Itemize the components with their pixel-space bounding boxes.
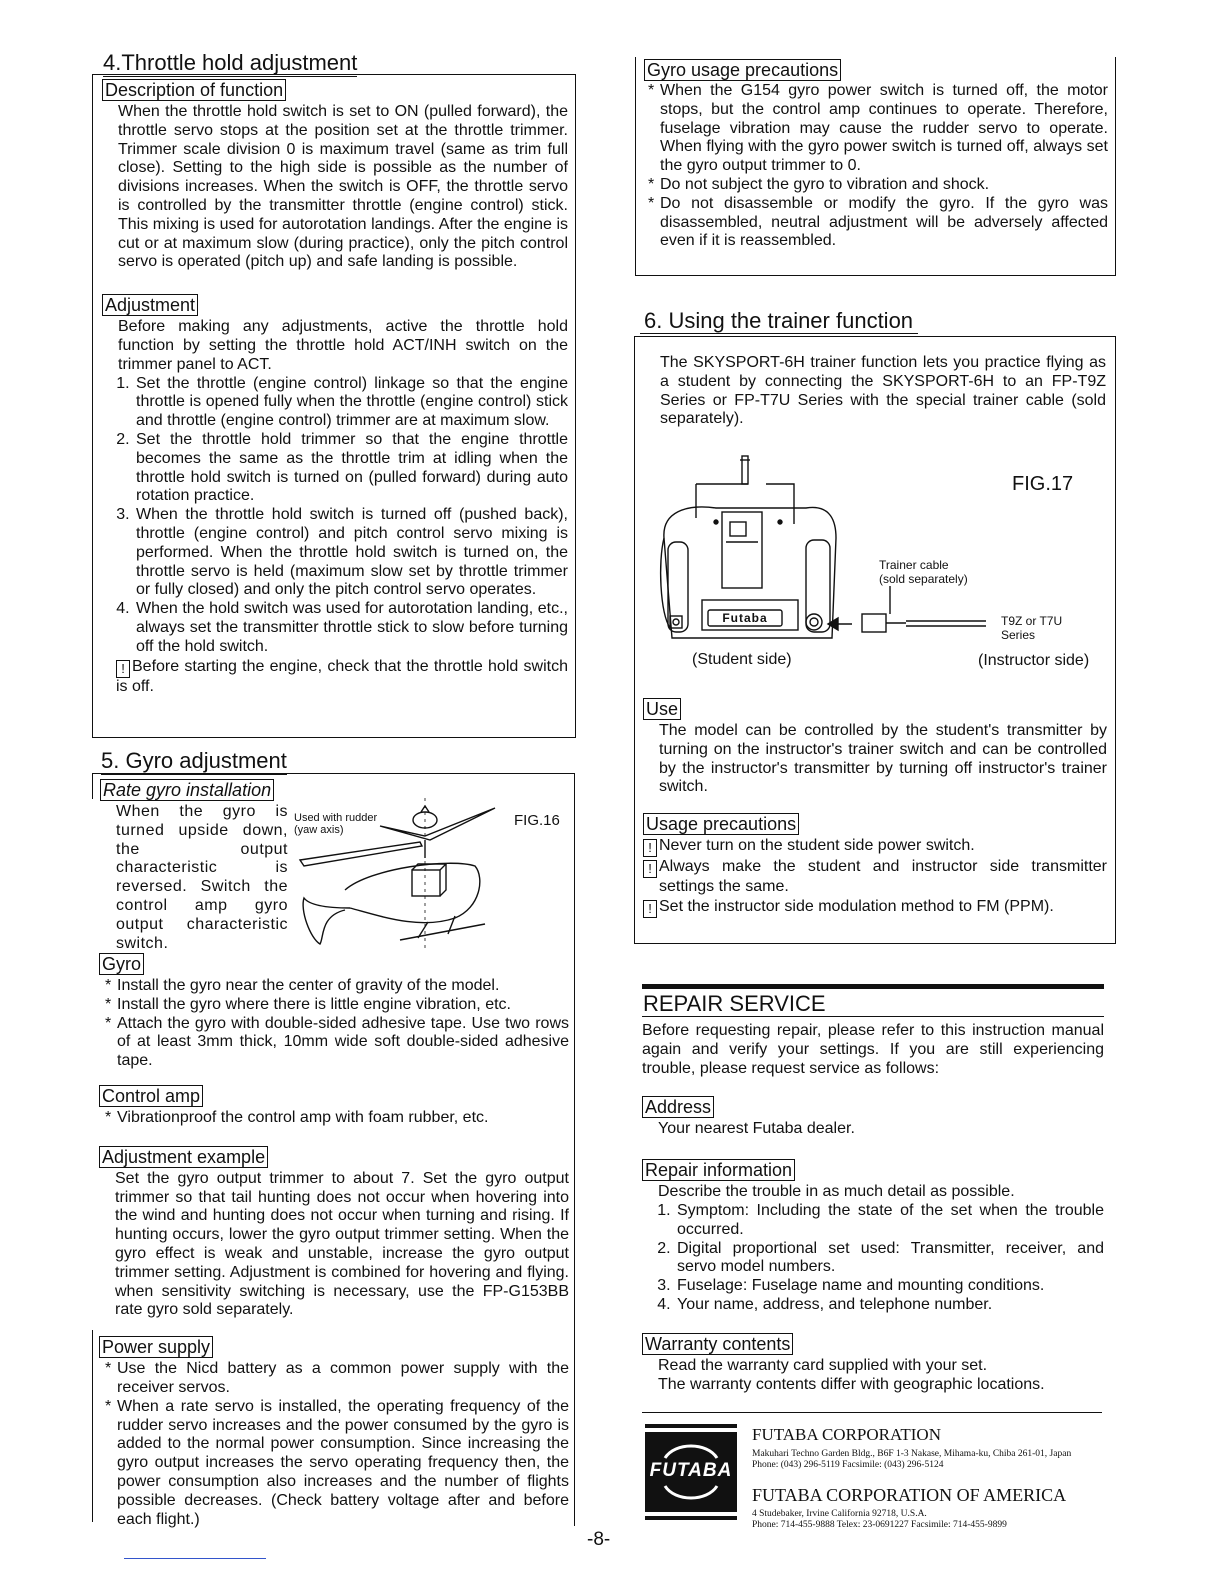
helicopter-diagram (290, 798, 510, 948)
adjustment-example-label: Adjustment example (99, 1146, 268, 1168)
corp1-name: FUTABA CORPORATION (752, 1425, 941, 1444)
list-item: 4. When the hold switch was used for autorotation landing, etc., always set the transmitter throttle stick to slow before turning off the hold switch. (134, 600, 568, 656)
adjustment-intro: Before making any adjustments, active the throttle hold function by setting the throttle hold ACT/INH switch on the trimmer panel to ACT. (118, 318, 568, 373)
list-item: * Install the gyro where there is little engine vibration, etc. (103, 996, 569, 1015)
futaba-logo (645, 1424, 737, 1520)
list-item: 1. Set the throttle (engine control) linkage so that the engine throttle is opened fully when the throttle (engine control) stick and throttle (engine control) trimmer are at maximum slow. (134, 375, 568, 431)
use-label: Use (643, 698, 681, 720)
list-item: 3. Fuselage: Fuselage name and mounting conditions. (675, 1277, 1104, 1296)
gyro-left-rule (92, 773, 93, 799)
list-item: * When a rate servo is installed, the operating frequency of the rudder servo increases and the power consumed by the gyro is added to the normal power consumption. Since increasing the gyro output increases the servo operating frequency then, the power consumption also increases and the number of flights possible decreases. (Check battery voltage after and before each flight.) (103, 1398, 569, 1530)
repair-title: REPAIR SERVICE (643, 991, 826, 1016)
corp2-name: FUTABA CORPORATION OF AMERICA (752, 1485, 1067, 1505)
caution-icon: ! (116, 660, 130, 678)
repair-title-rule (642, 1016, 1104, 1017)
adjustment-steps (102, 375, 568, 657)
gyro-usage-precautions-label: Gyro usage precautions (644, 59, 841, 81)
repair-information-list (642, 1202, 1104, 1315)
trainer-cable-note: Trainer cable (sold separately) (879, 558, 968, 586)
gyro-title: 5. Gyro adjustment (101, 748, 287, 773)
warranty-contents-label: Warranty contents (642, 1333, 793, 1355)
list-item: 1. Symptom: Including the state of the set when the trouble occurred. (675, 1202, 1104, 1240)
trainer-title: 6. Using the trainer function (644, 308, 914, 333)
fig16-label: FIG.16 (514, 812, 560, 829)
corp1-phone: Phone: (043) 296-5119 Facsimile: (043) 296-5124 (752, 1460, 944, 1470)
fig17-label: FIG.17 (1012, 473, 1074, 495)
corp2-phone: Phone: 714-455-9888 Telex: 23-0691227 Facsimile: 714-455-9899 (752, 1520, 1007, 1530)
repair-intro: Before requesting repair, please refer to this instruction manual again and verify your settings. If you are still experiencing trouble, please request service as follows: (642, 1022, 1104, 1077)
list-item: ! Always make the student and instructor side transmitter settings the same. (643, 858, 1107, 897)
transmitter-diagram (656, 452, 996, 652)
list-item: * Use the Nicd battery as a common power supply with the receiver servos. (103, 1360, 569, 1398)
use-text: The model can be controlled by the student's transmitter by turning on the instructor's trainer switch and can be controlled by the instructor's transmitter by turning off instructor's trainer switch. (659, 722, 1107, 796)
control-amp-label: Control amp (99, 1085, 203, 1107)
corp2-address: 4 Studebaker, Irvine California 92718, U.S.A. (752, 1509, 927, 1519)
gyro-list (99, 977, 569, 1071)
adjustment-label: Adjustment (102, 294, 198, 316)
throttle-title: 4.Throttle hold adjustment (103, 50, 358, 75)
list-item: * Attach the gyro with double-sided adhesive tape. Use two rows of at least 3mm thick, 10mm wide soft double-sided adhesive tape. (103, 1015, 569, 1071)
control-amp-list (99, 1109, 569, 1128)
instructor-side-label: (Instructor side) (978, 652, 1090, 669)
list-item: ! Set the instructor side modulation method to FM (PPM). (643, 898, 1107, 918)
description-text: When the throttle hold switch is set to ON (pulled forward), the throttle servo stops at the position set at the throttle trimmer. Trimmer scale division 0 is maximum travel (same as trim full close). Setting to the high side is possible as the number of divisions increases. When the switch is OFF, the throttle servo is controlled by the transmitter throttle (engine control) stick. This mixing is used for autorotation landings. After the engine is cut or at maximum slow (during practice), only the pitch control servo is operated (pitch up) and safe landing is possible. (118, 103, 568, 271)
list-item: * Install the gyro near the center of gravity of the model. (103, 977, 569, 996)
list-item: * Do not subject the gyro to vibration and shock. (646, 176, 1108, 195)
repair-top-bar (642, 984, 1104, 989)
bottom-link-rule (124, 1558, 266, 1559)
address-text: Your nearest Futaba dealer. (658, 1120, 855, 1138)
usage-precautions-label: Usage precautions (643, 813, 799, 835)
gyro-left-rule-lower (92, 1330, 93, 1522)
power-supply-label: Power supply (99, 1336, 213, 1358)
trainer-title-rule (640, 333, 918, 334)
series-note: T9Z or T7U Series (1001, 614, 1063, 642)
list-item: * Do not disassemble or modify the gyro. If the gyro was disassembled, neutral adjustment will be adversely affected even if it is reassembled. (646, 195, 1108, 251)
list-item: * When the G154 gyro power switch is turned off, the motor stops, but the control amp continues to operate. Therefore, fuselage vibration may cause the rudder servo to operate. When flying with the gyro power switch is turned off, always set the gyro output trimmer to 0. (646, 82, 1108, 176)
caution-icon: ! (643, 900, 657, 918)
list-item: 4. Your name, address, and telephone number. (675, 1296, 1104, 1315)
adjustment-warning: ! Before starting the engine, check that the throttle hold switch is off. (116, 657, 568, 695)
caution-icon: ! (643, 839, 657, 857)
footer-rule (642, 1412, 1102, 1413)
student-side-label: (Student side) (692, 651, 792, 668)
power-supply-list (99, 1360, 569, 1529)
repair-information-intro: Describe the trouble in as much detail as possible. (658, 1183, 1015, 1201)
rate-gyro-text: When the gyro is turned upside down, the output characteristic is reversed. Switch the control amp gyro output characteristic switch. (116, 803, 288, 952)
corp1-address: Makuhari Techno Garden Bldg., B6F 1-3 Nakase, Mihama-ku, Chiba 261-01, Japan (752, 1449, 1072, 1459)
list-item: 2. Set the throttle hold trimmer so that the engine throttle becomes the same as the throttle trim at idling when the throttle hold switch is turned on (pulled forward) during auto rotation practice. (134, 431, 568, 506)
futaba-brand-plate: Futaba (722, 611, 768, 625)
usage-precautions-list (643, 837, 1107, 918)
fig16-note: Used with rudder (yaw axis) (294, 812, 378, 836)
page-number: -8- (587, 1529, 611, 1550)
list-item: 2. Digital proportional set used: Transmitter, receiver, and servo model numbers. (675, 1240, 1104, 1278)
warranty-line: Read the warranty card supplied with your set. (658, 1356, 988, 1374)
adjustment-example-text: Set the gyro output trimmer to about 7. Set the gyro output trimmer so that tail hunting does not occur when hovering into the wind and hunting does not occur when turning and rising. If hunting occurs, lower the gyro output trimmer setting. When the gyro effect is weak and unstable, increase the gyro output trimmer setting. Adjustment is combined for hovering and flying. when sensitivity switching is necessary, use the FP-G153BB rate gyro sold separately. (115, 1169, 569, 1319)
trainer-intro: The SKYSPORT-6H trainer function lets you practice flying as a student by connecting the SKYSPORT-6H to an FP-T9Z Series or FP-T7U Series with the special trainer cable (sold separately). (660, 354, 1106, 428)
address-label: Address (642, 1096, 714, 1118)
list-item: ! Never turn on the student side power switch. (643, 837, 1107, 857)
warranty-line: The warranty contents differ with geographic locations. (658, 1375, 1045, 1393)
repair-information-label: Repair information (642, 1159, 795, 1181)
logo-text: FUTABA (649, 1460, 733, 1481)
rate-gyro-installation-label: Rate gyro installation (100, 779, 274, 801)
description-of-function-label: Description of function (102, 79, 286, 101)
list-item: 3. When the throttle hold switch is turned off (pushed back), throttle (engine control) and pitch control servo mixing is performed. When the throttle hold switch is turned on, the throttle servo is held (maximum slow set by throttle trimmer or fully closed) and only the pitch control servo operates. (134, 506, 568, 600)
gyro-precautions-list (644, 82, 1108, 251)
caution-icon: ! (643, 860, 657, 878)
gyro-label: Gyro (99, 953, 144, 975)
list-item: * Vibrationproof the control amp with foam rubber, etc. (103, 1109, 569, 1128)
